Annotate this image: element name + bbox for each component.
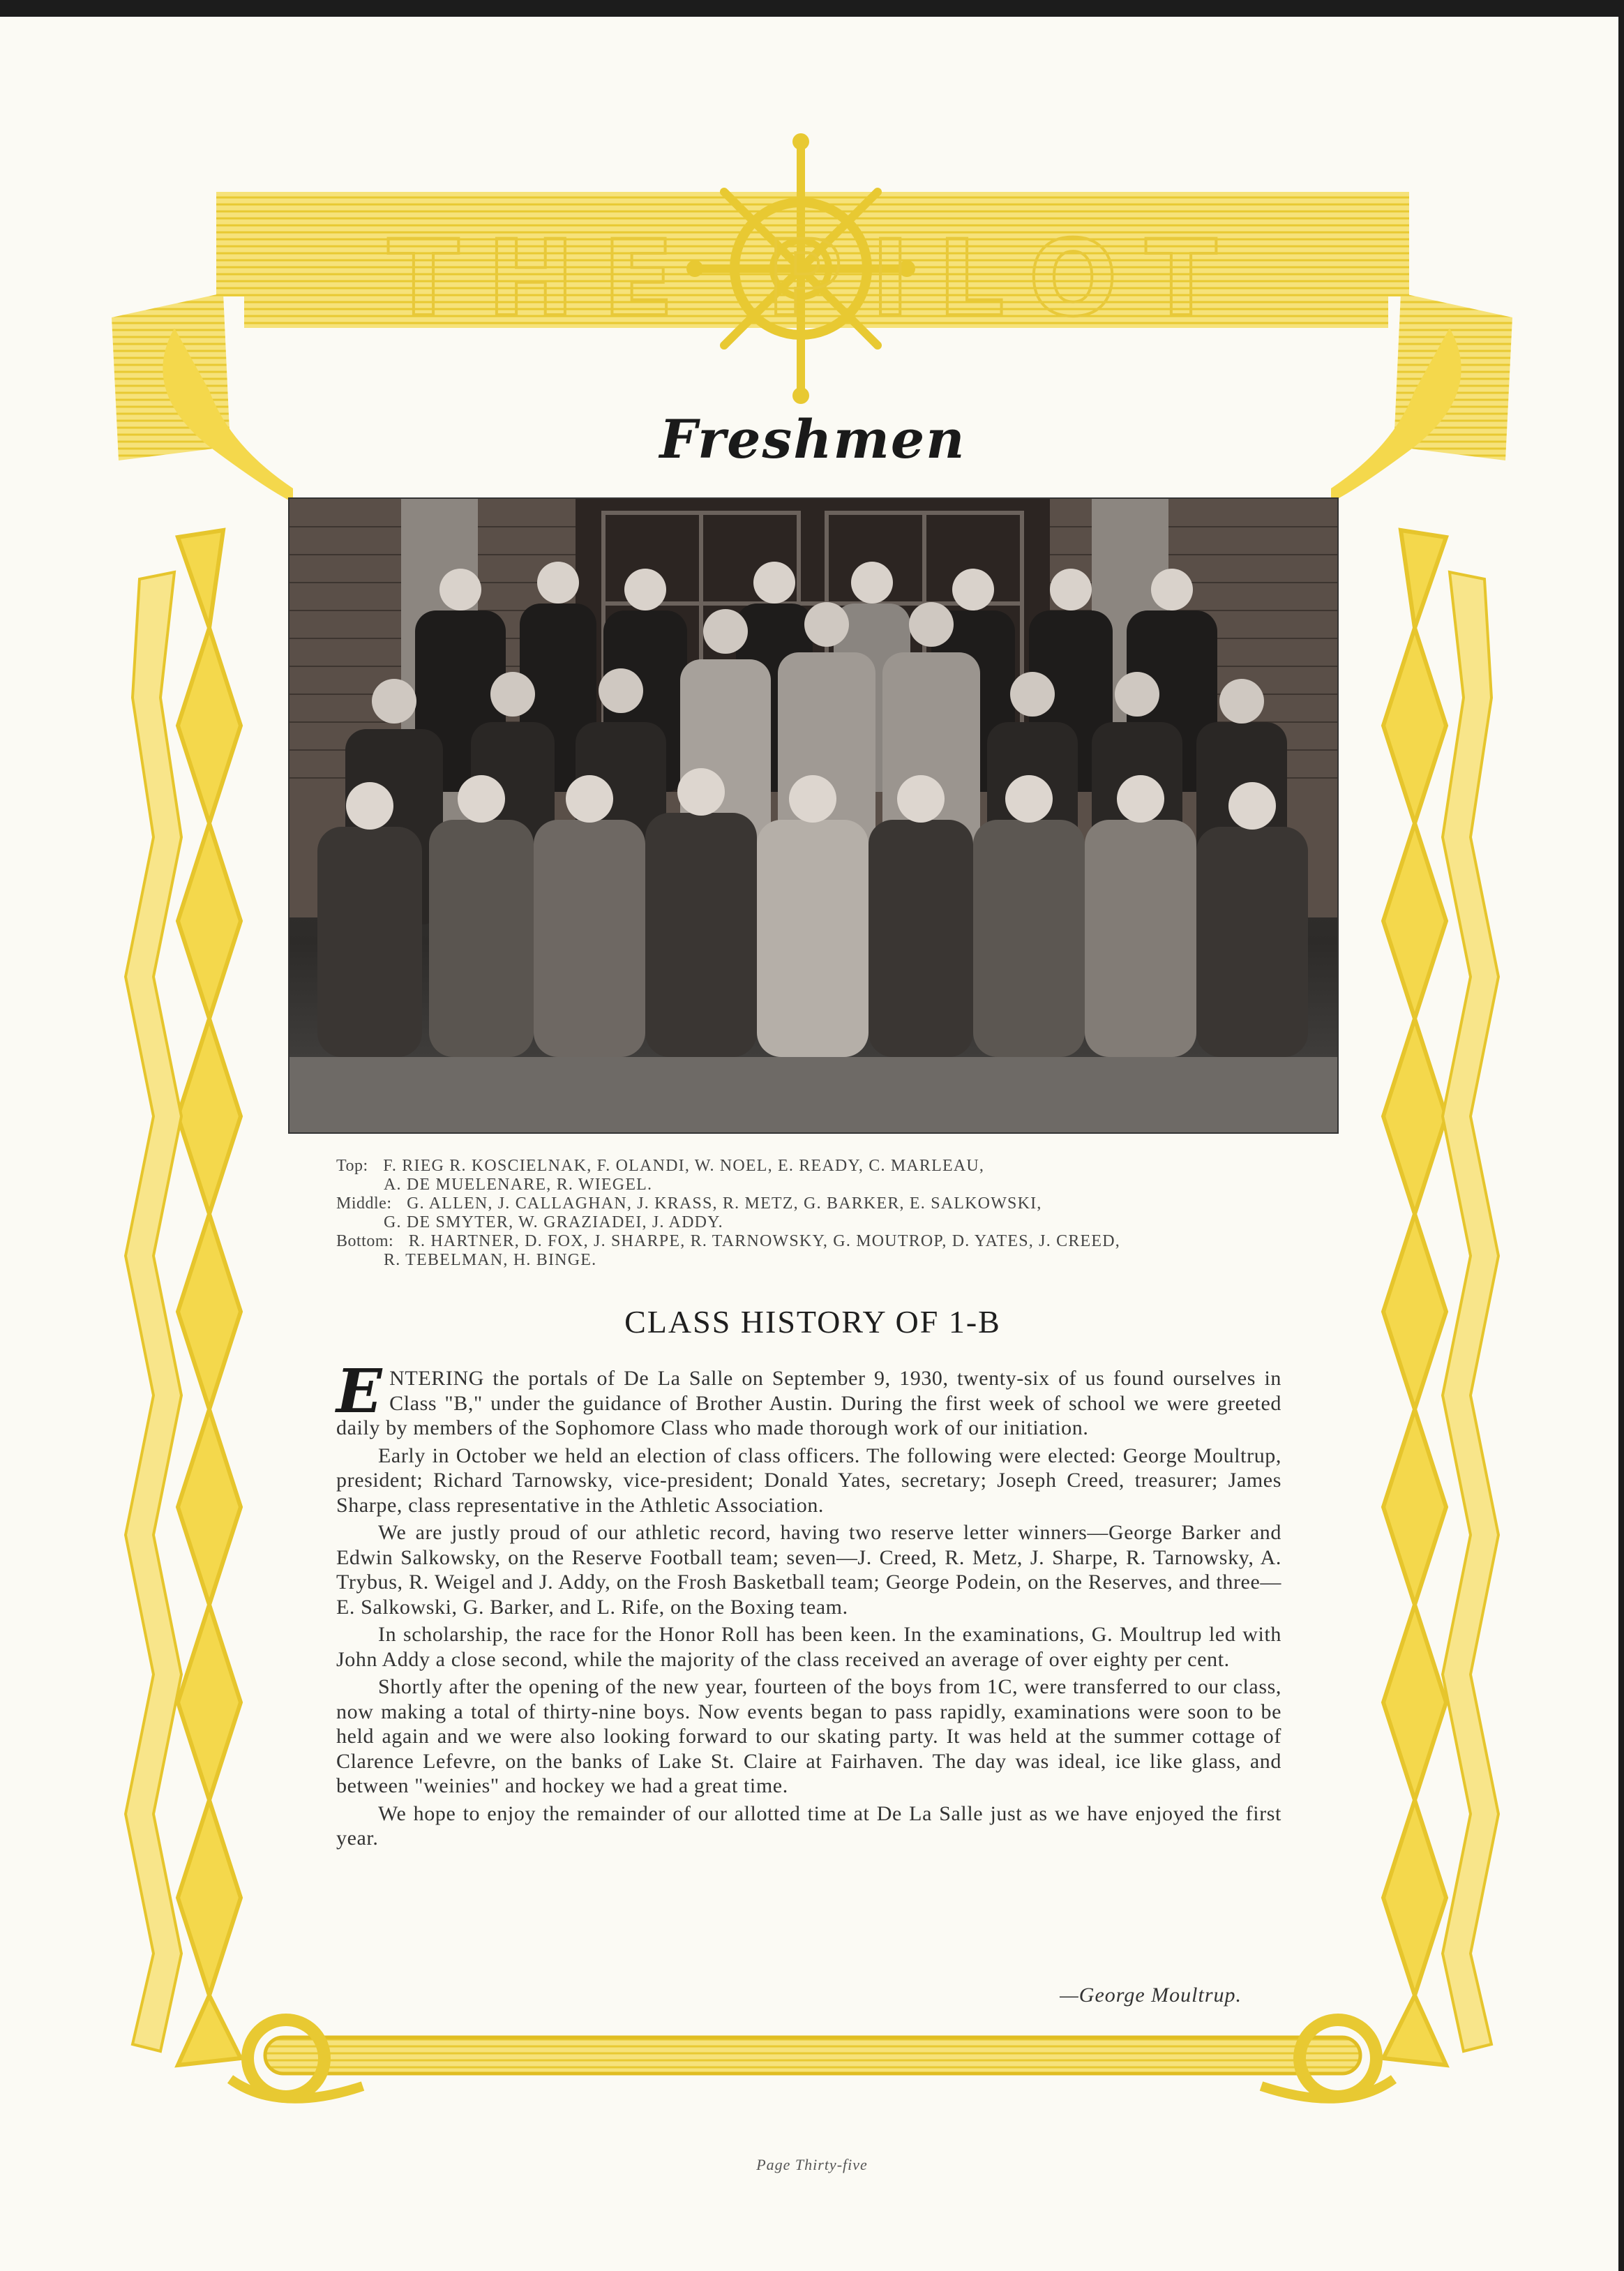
article-paragraph-5: Shortly after the opening of the new year, fourteen of the boys from 1C, were transferred to our class, now making a total of thirty-nine boys. Now events began to pass rapidly, examinations were soon to be held again and we were also looking forward to our skating party. It was held at the summer cottage of Clarence Lefevre, on the banks of Lake St. Claire at Fairhaven. The day was ideal, ice like glass, and between "weinies" and hockey we had a great time. xyxy=(336,1675,1281,1797)
article-paragraph-1-text: NTERING the portals of De La Salle on September 9, 1930, twenty-six of us found ourselves in Class "B," under the guidance of Brother Austin. During the first week of school we were greeted daily by members of the Sophomore Class who made thorough work of our initiation. xyxy=(336,1367,1281,1439)
caption-middle-row xyxy=(336,1194,1299,1213)
caption-top-names: F. RIEG R. KOSCIELNAK, F. OLANDI, W. NOEL, E. READY, C. MARLEAU, xyxy=(383,1157,985,1175)
caption-top-label: Top: xyxy=(336,1157,368,1175)
article-paragraph-3: We are justly proud of our athletic record, having two reserve letter winners—George Barker and Edwin Salkowsky, on the Reserve Football team; seven—J. Creed, R. Metz, J. Sharpe, R. Tarnowsky, A. Trybus, R. Weigel and J. Addy, on the Frosh Basketball team; George Podein, on the Reserves, and three—E. Salkowski, G. Barker, and L. Rife, on the Boxing team. xyxy=(336,1521,1281,1619)
caption-bottom-label: Bottom: xyxy=(336,1232,394,1250)
caption-middle-row-cont: G. DE SMYTER, W. GRAZIADEI, J. ADDY. xyxy=(384,1213,723,1231)
article-signature: —George Moultrup. xyxy=(1060,1984,1242,2007)
photo-caption xyxy=(336,1157,1299,1270)
article-body xyxy=(336,1356,1281,1854)
masthead-title: THE PILOT xyxy=(387,218,1245,340)
caption-middle-label: Middle: xyxy=(336,1194,392,1213)
article-paragraph-6: We hope to enjoy the remainder of our allotted time at De La Salle just as we have enjoyed the first year. xyxy=(336,1801,1281,1850)
class-group-photo xyxy=(288,497,1339,1134)
article-paragraph-2: Early in October we held an election of class officers. The following were elected: George Moultrup, president; Richard Tarnowsky, vice-president; Donald Yates, secretary; Joseph Creed, treasurer; James Sharpe, class representative in the Athletic Association. xyxy=(336,1444,1281,1517)
article-paragraph-4: In scholarship, the race for the Honor Roll has been keen. In the examinations, G. Moultrup led with John Addy a close second, while the majority of the class received an average of over eighty per cent. xyxy=(336,1623,1281,1671)
caption-bottom-names: R. HARTNER, D. FOX, J. SHARPE, R. TARNOWSKY, G. MOUTROP, D. YATES, J. CREED, xyxy=(408,1232,1120,1250)
caption-top-row-cont: A. DE MUELENARE, R. WIEGEL. xyxy=(384,1176,653,1194)
caption-bottom-row xyxy=(336,1232,1299,1251)
caption-middle-names: G. ALLEN, J. CALLAGHAN, J. KRASS, R. METZ, G. BARKER, E. SALKOWSKI, xyxy=(407,1194,1042,1213)
masthead xyxy=(377,218,1256,340)
article-title: CLASS HISTORY OF 1-B xyxy=(624,1304,1001,1340)
article-paragraph-1 xyxy=(336,1356,1281,1441)
class-group-photo-icon xyxy=(290,499,1337,1132)
section-title: Freshmen xyxy=(659,408,966,470)
caption-top-row xyxy=(336,1157,1299,1176)
caption-bottom-row-cont: R. TEBELMAN, H. BINGE. xyxy=(384,1251,597,1269)
drop-cap: E xyxy=(336,1356,383,1427)
page-number: Page Thirty-five xyxy=(756,2156,868,2173)
